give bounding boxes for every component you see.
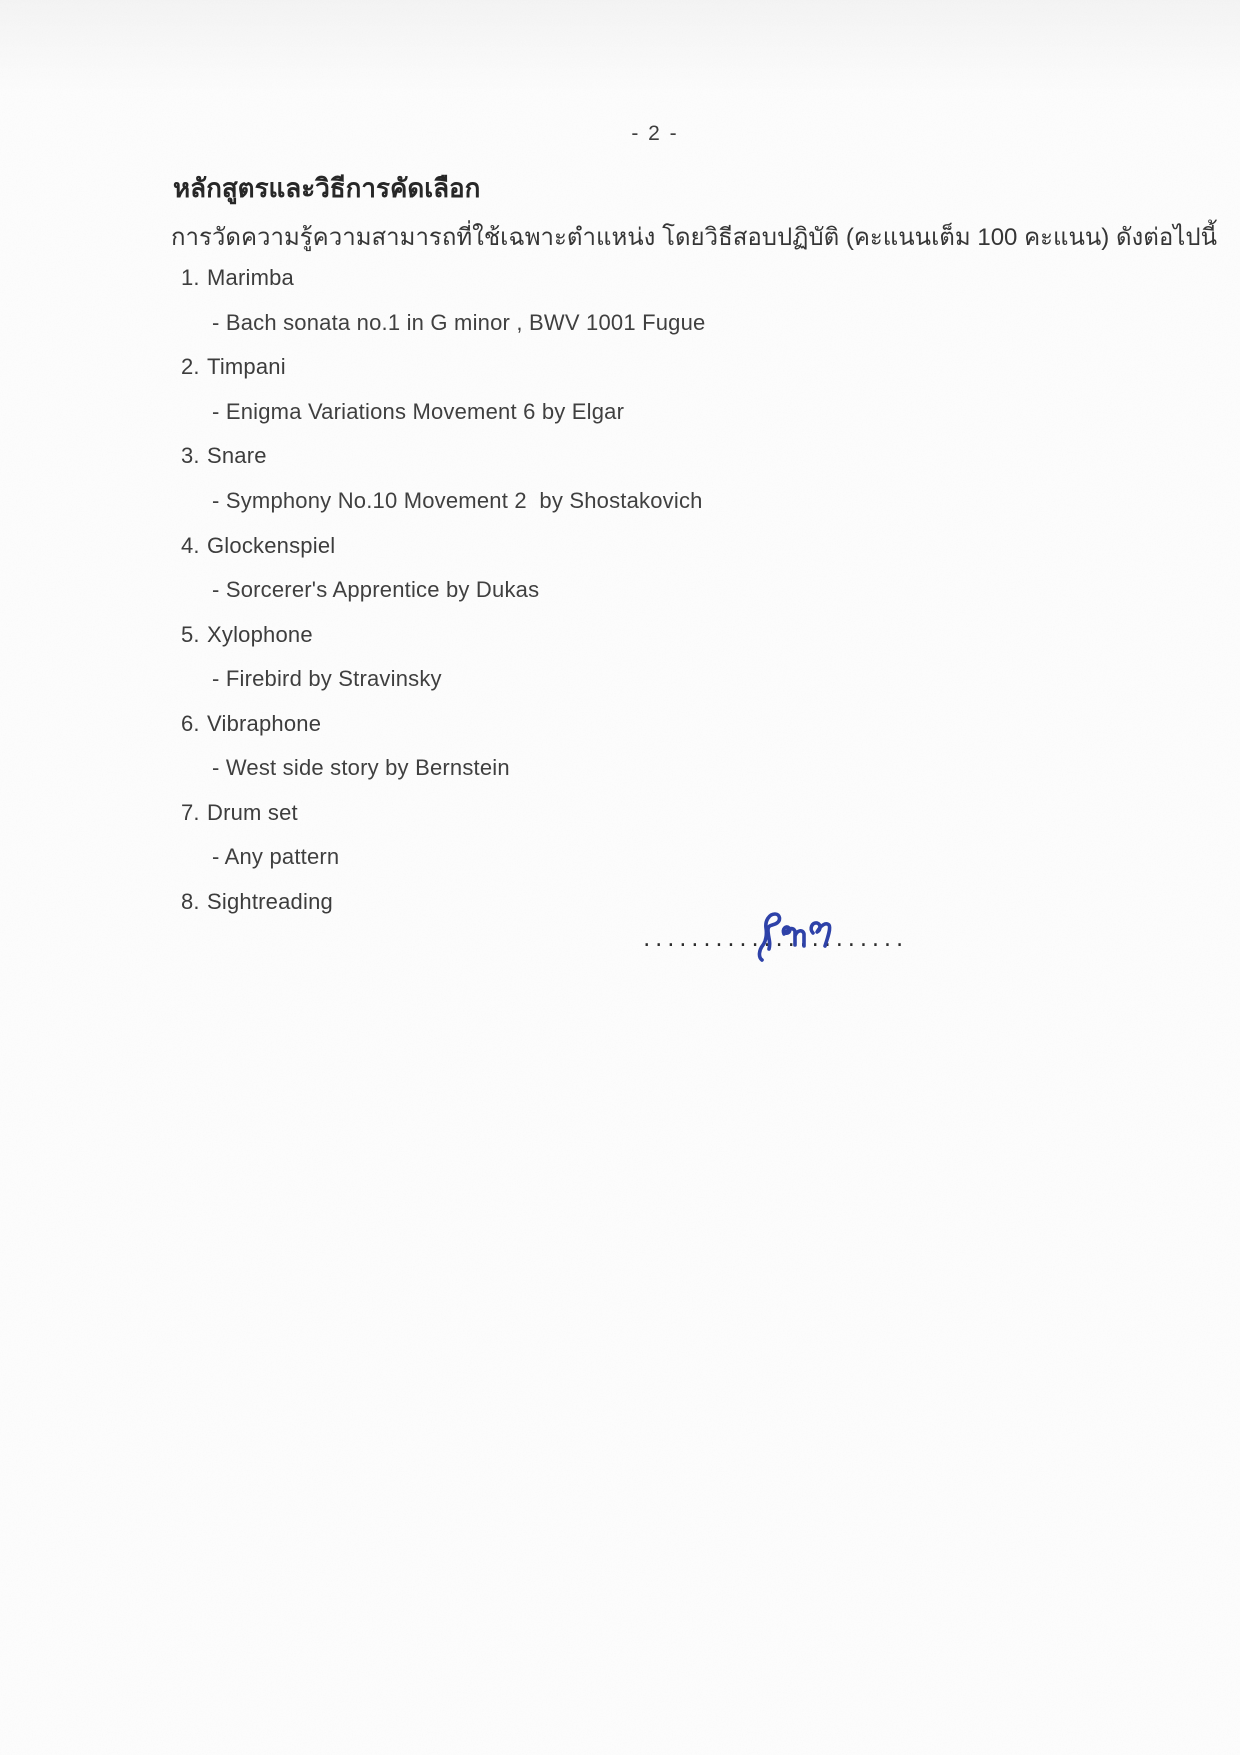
item-number: 6. <box>181 710 200 736</box>
instrument-name: Marimba <box>207 265 294 291</box>
scan-top-shade <box>0 0 1240 95</box>
list-item-piece: - Enigma Variations Movement 6 by Elgar <box>212 398 625 424</box>
signature-strokes <box>759 914 829 960</box>
item-number: 7. <box>181 799 200 825</box>
item-number: 5. <box>181 621 200 647</box>
list-item-piece: - Sorcerer's Apprentice by Dukas <box>212 577 540 603</box>
list-item-instrument <box>181 345 1081 390</box>
list-item-instrument <box>181 701 1081 746</box>
instrument-name: Xylophone <box>207 621 313 647</box>
item-number: 1. <box>181 265 200 291</box>
item-number: 4. <box>181 532 200 558</box>
instrument-name: Vibraphone <box>207 710 322 736</box>
instrument-name: Snare <box>207 443 267 469</box>
list-item-instrument <box>181 523 1081 568</box>
audition-list <box>181 256 1081 924</box>
list-item-piece: - Symphony No.10 Movement 2 by Shostakovich <box>212 488 703 513</box>
instrument-name: Timpani <box>207 354 286 380</box>
instrument-name: Sightreading <box>207 888 333 914</box>
signature-ink <box>750 903 836 967</box>
instrument-name: Drum set <box>207 799 298 825</box>
signature-dotted-line: ...................... <box>641 929 906 951</box>
list-item-instrument <box>181 434 1081 479</box>
intro-paragraph: การวัดความรู้ความสามารถที่ใช้เฉพาะตำแหน่ง โดยวิธีสอบปฏิบัติ (คะแนนเต็ม 100 คะแนน) ดังต่อไปนี้ <box>171 224 1217 251</box>
page-number: - 2 - <box>631 122 679 145</box>
list-item-piece: - Firebird by Stravinsky <box>212 666 442 692</box>
list-item-piece: - West side story by Bernstein <box>212 755 510 781</box>
section-heading: หลักสูตรและวิธีการคัดเลือก <box>173 173 481 203</box>
item-number: 3. <box>181 443 200 469</box>
list-item-piece: - Bach sonata no.1 in G minor , BWV 1001 Fugue <box>212 309 706 335</box>
list-item-piece: - Any pattern <box>212 844 340 870</box>
list-item-instrument <box>181 256 1081 301</box>
list-item-instrument <box>181 612 1081 657</box>
instrument-name: Glockenspiel <box>207 532 336 558</box>
item-number: 8. <box>181 888 200 914</box>
list-item-instrument <box>181 880 1081 925</box>
item-number: 2. <box>181 354 200 380</box>
list-item-instrument <box>181 791 1081 836</box>
